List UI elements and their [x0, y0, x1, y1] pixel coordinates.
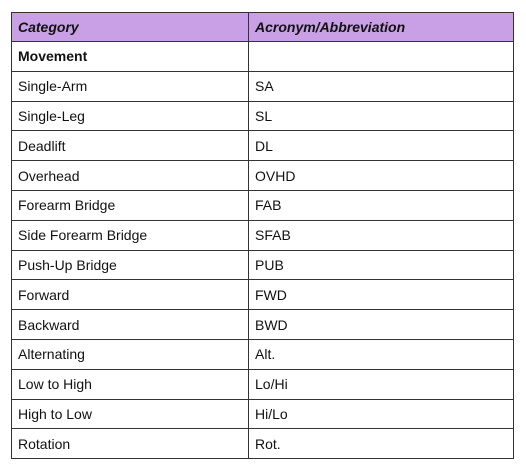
table-row: [12, 280, 514, 310]
table-row: [12, 369, 514, 399]
category-cell: Deadlift: [12, 131, 249, 161]
acronym-cell: SL: [249, 101, 514, 131]
category-cell: Forearm Bridge: [12, 190, 249, 220]
header-row: [12, 13, 514, 42]
acronym-cell: Alt.: [249, 339, 514, 369]
section-row: [12, 42, 514, 72]
category-cell: Rotation: [12, 429, 249, 459]
section-value: [249, 42, 514, 72]
header-acronym: Acronym/Abbreviation: [249, 13, 514, 42]
category-cell: Push-Up Bridge: [12, 250, 249, 280]
table-row: [12, 220, 514, 250]
category-cell: Backward: [12, 310, 249, 340]
acronym-cell: Hi/Lo: [249, 399, 514, 429]
acronym-cell: OVHD: [249, 161, 514, 191]
category-cell: Single-Leg: [12, 101, 249, 131]
category-cell: Alternating: [12, 339, 249, 369]
category-cell: Overhead: [12, 161, 249, 191]
table-row: [12, 161, 514, 191]
table-row: [12, 310, 514, 340]
table-row: [12, 399, 514, 429]
acronym-cell: FWD: [249, 280, 514, 310]
category-cell: Single-Arm: [12, 71, 249, 101]
table-row: [12, 101, 514, 131]
acronym-cell: FAB: [249, 190, 514, 220]
table-row: [12, 71, 514, 101]
table-row: [12, 131, 514, 161]
acronym-cell: Lo/Hi: [249, 369, 514, 399]
table-row: [12, 190, 514, 220]
acronym-cell: DL: [249, 131, 514, 161]
table-row: [12, 429, 514, 459]
acronym-cell: BWD: [249, 310, 514, 340]
table-body: [12, 42, 514, 459]
table-row: [12, 339, 514, 369]
header-category: Category: [12, 13, 249, 42]
category-cell: Side Forearm Bridge: [12, 220, 249, 250]
acronym-cell: PUB: [249, 250, 514, 280]
section-label: Movement: [12, 42, 249, 72]
category-cell: Low to High: [12, 369, 249, 399]
acronym-cell: Rot.: [249, 429, 514, 459]
acronym-cell: SA: [249, 71, 514, 101]
acronym-cell: SFAB: [249, 220, 514, 250]
table-row: [12, 250, 514, 280]
acronym-table: [11, 12, 514, 459]
category-cell: High to Low: [12, 399, 249, 429]
category-cell: Forward: [12, 280, 249, 310]
